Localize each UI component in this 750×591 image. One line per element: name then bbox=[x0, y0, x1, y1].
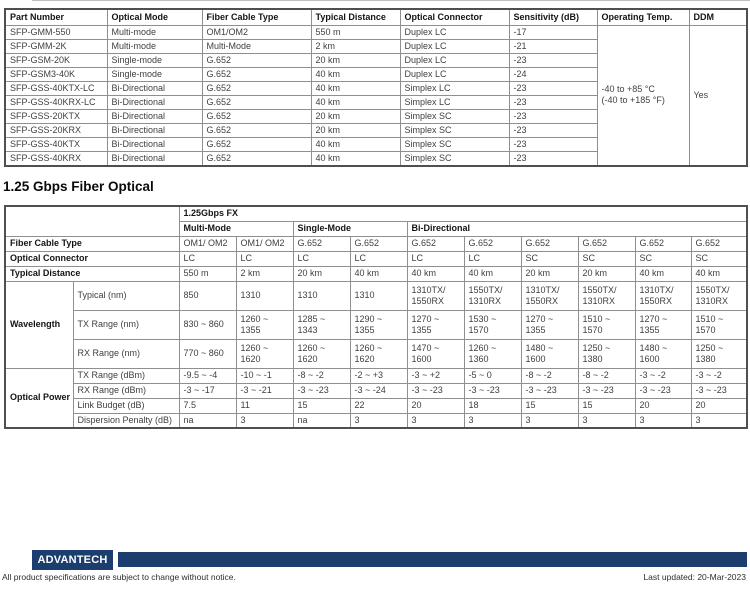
cell-optical-mode: Bi-Directional bbox=[107, 151, 202, 166]
power-rx-range-row bbox=[5, 383, 747, 398]
value-cell: -8 ~ -2 bbox=[521, 368, 578, 383]
value-cell: OM1/ OM2 bbox=[179, 236, 236, 251]
value-cell: -2 ~ +3 bbox=[350, 368, 407, 383]
cell-sensitivity: -23 bbox=[509, 53, 597, 67]
value-cell: -3 ~ -2 bbox=[635, 368, 691, 383]
sub-label-rx-range-dbm: RX Range (dBm) bbox=[73, 383, 179, 398]
cell-part-number: SFP-GSM3-40K bbox=[5, 67, 107, 81]
sfp-part-table-wrapper bbox=[4, 8, 748, 167]
value-cell: 15 bbox=[578, 398, 635, 413]
cell-optical-connector: Simplex SC bbox=[400, 123, 509, 137]
value-cell: 1260 ~ 1620 bbox=[236, 339, 293, 368]
value-cell: 1550TX/ 1310RX bbox=[691, 281, 747, 310]
value-cell: -3 ~ -23 bbox=[293, 383, 350, 398]
power-tx-range-row bbox=[5, 368, 747, 383]
cell-typical-distance: 20 km bbox=[311, 53, 400, 67]
value-cell: 1250 ~ 1380 bbox=[691, 339, 747, 368]
cell-sensitivity: -23 bbox=[509, 95, 597, 109]
table-title-row bbox=[5, 206, 747, 221]
value-cell: -3 ~ -23 bbox=[635, 383, 691, 398]
cell-part-number: SFP-GSM-20K bbox=[5, 53, 107, 67]
cell-optical-mode: Bi-Directional bbox=[107, 137, 202, 151]
value-cell: 1290 ~ 1355 bbox=[350, 310, 407, 339]
cell-fiber-cable-type: G.652 bbox=[202, 67, 311, 81]
value-cell: -3 ~ -24 bbox=[350, 383, 407, 398]
fiber-optical-table bbox=[4, 205, 748, 429]
sub-label-tx-range-nm: TX Range (nm) bbox=[73, 310, 179, 339]
value-cell: 1480 ~ 1600 bbox=[635, 339, 691, 368]
cell-typical-distance: 20 km bbox=[311, 123, 400, 137]
value-cell: 11 bbox=[236, 398, 293, 413]
power-link-budget-row bbox=[5, 398, 747, 413]
value-cell: 1270 ~ 1355 bbox=[407, 310, 464, 339]
value-cell: -8 ~ -2 bbox=[578, 368, 635, 383]
value-cell: na bbox=[179, 413, 236, 428]
value-cell: 1550TX/ 1310RX bbox=[578, 281, 635, 310]
cell-ddm: Yes bbox=[689, 25, 747, 166]
value-cell: 40 km bbox=[407, 266, 464, 281]
value-cell: 1310 bbox=[350, 281, 407, 310]
cell-fiber-cable-type: G.652 bbox=[202, 81, 311, 95]
value-cell: 1260 ~ 1355 bbox=[236, 310, 293, 339]
value-cell: 20 km bbox=[521, 266, 578, 281]
cell-optical-connector: Duplex LC bbox=[400, 39, 509, 53]
value-cell: 3 bbox=[521, 413, 578, 428]
cell-typical-distance: 2 km bbox=[311, 39, 400, 53]
value-cell: 3 bbox=[691, 413, 747, 428]
value-cell: 1310 bbox=[236, 281, 293, 310]
cell-fiber-cable-type: G.652 bbox=[202, 137, 311, 151]
cell-sensitivity: -17 bbox=[509, 25, 597, 39]
cell-optical-connector: Simplex SC bbox=[400, 137, 509, 151]
value-cell: G.652 bbox=[293, 236, 350, 251]
cell-part-number: SFP-GMM-550 bbox=[5, 25, 107, 39]
sub-label-rx-range-nm: RX Range (nm) bbox=[73, 339, 179, 368]
value-cell: 850 bbox=[179, 281, 236, 310]
value-cell: 1510 ~ 1570 bbox=[691, 310, 747, 339]
value-cell: 3 bbox=[236, 413, 293, 428]
cell-part-number: SFP-GSS-20KRX bbox=[5, 123, 107, 137]
value-cell: 2 km bbox=[236, 266, 293, 281]
value-cell: 40 km bbox=[464, 266, 521, 281]
value-cell: 1310TX/ 1550RX bbox=[521, 281, 578, 310]
value-cell: OM1/ OM2 bbox=[236, 236, 293, 251]
cell-sensitivity: -21 bbox=[509, 39, 597, 53]
value-cell: -10 ~ -1 bbox=[236, 368, 293, 383]
power-dispersion-penalty-row bbox=[5, 413, 747, 428]
cell-optical-mode: Bi-Directional bbox=[107, 95, 202, 109]
row-label-optical-connector: Optical Connector bbox=[5, 251, 179, 266]
cell-sensitivity: -23 bbox=[509, 137, 597, 151]
value-cell: 3 bbox=[464, 413, 521, 428]
value-cell: G.652 bbox=[578, 236, 635, 251]
value-cell: G.652 bbox=[350, 236, 407, 251]
value-cell: 1310 bbox=[293, 281, 350, 310]
cell-sensitivity: -23 bbox=[509, 109, 597, 123]
value-cell: 3 bbox=[635, 413, 691, 428]
typical-distance-row bbox=[5, 266, 747, 281]
value-cell: 20 bbox=[635, 398, 691, 413]
value-cell: 20 km bbox=[293, 266, 350, 281]
cell-fiber-cable-type: G.652 bbox=[202, 53, 311, 67]
value-cell: 1260 ~ 1620 bbox=[293, 339, 350, 368]
col-header-ddm: DDM bbox=[689, 9, 747, 25]
cell-optical-connector: Simplex SC bbox=[400, 109, 509, 123]
col-header-operating-temp: Operating Temp. bbox=[597, 9, 689, 25]
operating-temp-line2: (-40 to +185 °F) bbox=[601, 95, 665, 105]
col-header-fiber-cable-type: Fiber Cable Type bbox=[202, 9, 311, 25]
col-header-optical-connector: Optical Connector bbox=[400, 9, 509, 25]
value-cell: SC bbox=[635, 251, 691, 266]
cell-optical-connector: Simplex SC bbox=[400, 151, 509, 166]
optical-connector-row bbox=[5, 251, 747, 266]
value-cell: -3 ~ -23 bbox=[578, 383, 635, 398]
value-cell: -3 ~ -23 bbox=[464, 383, 521, 398]
cell-optical-mode: Multi-mode bbox=[107, 25, 202, 39]
value-cell: G.652 bbox=[464, 236, 521, 251]
value-cell: 20 bbox=[407, 398, 464, 413]
value-cell: LC bbox=[350, 251, 407, 266]
cell-optical-connector: Duplex LC bbox=[400, 67, 509, 81]
cell-typical-distance: 550 m bbox=[311, 25, 400, 39]
value-cell: 3 bbox=[578, 413, 635, 428]
cell-typical-distance: 40 km bbox=[311, 151, 400, 166]
value-cell: -3 ~ +2 bbox=[407, 368, 464, 383]
value-cell: 1470 ~ 1600 bbox=[407, 339, 464, 368]
col-header-sensitivity: Sensitivity (dB) bbox=[509, 9, 597, 25]
sub-label-tx-range-dbm: TX Range (dBm) bbox=[73, 368, 179, 383]
value-cell: LC bbox=[464, 251, 521, 266]
value-cell: -3 ~ -23 bbox=[407, 383, 464, 398]
cell-part-number: SFP-GSS-40KTX bbox=[5, 137, 107, 151]
value-cell: 20 km bbox=[578, 266, 635, 281]
operating-temp-line1: -40 to +85 °C bbox=[601, 84, 655, 94]
cell-part-number: SFP-GMM-2K bbox=[5, 39, 107, 53]
footer-last-updated: Last updated: 20-Mar-2023 bbox=[643, 572, 746, 582]
value-cell: 1250 ~ 1380 bbox=[578, 339, 635, 368]
value-cell: G.652 bbox=[407, 236, 464, 251]
cell-optical-connector: Duplex LC bbox=[400, 25, 509, 39]
cell-typical-distance: 40 km bbox=[311, 95, 400, 109]
cell-part-number: SFP-GSS-40KTX-LC bbox=[5, 81, 107, 95]
value-cell: 1270 ~ 1355 bbox=[635, 310, 691, 339]
value-cell: na bbox=[293, 413, 350, 428]
value-cell: -3 ~ -21 bbox=[236, 383, 293, 398]
cell-sensitivity: -23 bbox=[509, 151, 597, 166]
value-cell: -3 ~ -2 bbox=[691, 368, 747, 383]
value-cell: -3 ~ -17 bbox=[179, 383, 236, 398]
cell-fiber-cable-type: G.652 bbox=[202, 109, 311, 123]
cell-fiber-cable-type: G.652 bbox=[202, 95, 311, 109]
wavelength-typical-row bbox=[5, 281, 747, 310]
value-cell: -5 ~ 0 bbox=[464, 368, 521, 383]
sub-label-link-budget: Link Budget (dB) bbox=[73, 398, 179, 413]
value-cell: 1285 ~ 1343 bbox=[293, 310, 350, 339]
col-header-typical-distance: Typical Distance bbox=[311, 9, 400, 25]
value-cell: 1260 ~ 1620 bbox=[350, 339, 407, 368]
cell-sensitivity: -23 bbox=[509, 123, 597, 137]
value-cell: 1270 ~ 1355 bbox=[521, 310, 578, 339]
fiber-cable-type-row bbox=[5, 236, 747, 251]
value-cell: SC bbox=[578, 251, 635, 266]
footer-disclaimer: All product specifications are subject to change without notice. bbox=[2, 572, 236, 582]
cell-optical-mode: Bi-Directional bbox=[107, 109, 202, 123]
wavelength-rx-range-row bbox=[5, 339, 747, 368]
cell-typical-distance: 20 km bbox=[311, 109, 400, 123]
section-title: 1.25 Gbps Fiber Optical bbox=[3, 179, 154, 194]
value-cell: -8 ~ -2 bbox=[293, 368, 350, 383]
mode-header-multi-mode: Multi-Mode bbox=[179, 221, 293, 236]
cell-optical-mode: Single-mode bbox=[107, 67, 202, 81]
value-cell: LC bbox=[236, 251, 293, 266]
value-cell: 550 m bbox=[179, 266, 236, 281]
cell-fiber-cable-type: Multi-Mode bbox=[202, 39, 311, 53]
fiber-optical-table-wrapper bbox=[4, 205, 748, 429]
cell-optical-connector: Simplex LC bbox=[400, 95, 509, 109]
cell-typical-distance: 40 km bbox=[311, 67, 400, 81]
cell-part-number: SFP-GSS-40KRX bbox=[5, 151, 107, 166]
value-cell: G.652 bbox=[635, 236, 691, 251]
sfp-part-table bbox=[4, 8, 748, 167]
value-cell: 3 bbox=[350, 413, 407, 428]
cell-part-number: SFP-GSS-40KRX-LC bbox=[5, 95, 107, 109]
row-label-typical-distance: Typical Distance bbox=[5, 266, 179, 281]
value-cell: 830 ~ 860 bbox=[179, 310, 236, 339]
value-cell: 770 ~ 860 bbox=[179, 339, 236, 368]
value-cell: LC bbox=[179, 251, 236, 266]
cell-typical-distance: 40 km bbox=[311, 81, 400, 95]
table-row bbox=[5, 25, 747, 39]
cell-fiber-cable-type: G.652 bbox=[202, 151, 311, 166]
value-cell: 40 km bbox=[635, 266, 691, 281]
value-cell: -3 ~ -23 bbox=[521, 383, 578, 398]
value-cell: 40 km bbox=[691, 266, 747, 281]
advantech-logo: ADVANTECH bbox=[32, 550, 113, 570]
cell-fiber-cable-type: OM1/OM2 bbox=[202, 25, 311, 39]
cell-typical-distance: 40 km bbox=[311, 137, 400, 151]
mode-header-bi-directional: Bi-Directional bbox=[407, 221, 747, 236]
value-cell: 1530 ~ 1570 bbox=[464, 310, 521, 339]
group-label-wavelength: Wavelength bbox=[5, 281, 73, 368]
cell-operating-temp bbox=[597, 25, 689, 166]
value-cell: 3 bbox=[407, 413, 464, 428]
cell-sensitivity: -23 bbox=[509, 81, 597, 95]
cell-optical-connector: Simplex LC bbox=[400, 81, 509, 95]
sub-label-dispersion-penalty: Dispersion Penalty (dB) bbox=[73, 413, 179, 428]
blank-corner-cell bbox=[5, 206, 179, 236]
value-cell: 7.5 bbox=[179, 398, 236, 413]
value-cell: LC bbox=[293, 251, 350, 266]
value-cell: SC bbox=[691, 251, 747, 266]
value-cell: 15 bbox=[293, 398, 350, 413]
value-cell: -3 ~ -23 bbox=[691, 383, 747, 398]
sub-label-typical-nm: Typical (nm) bbox=[73, 281, 179, 310]
value-cell: 1310TX/ 1550RX bbox=[407, 281, 464, 310]
value-cell: 22 bbox=[350, 398, 407, 413]
cell-fiber-cable-type: G.652 bbox=[202, 123, 311, 137]
cell-optical-mode: Bi-Directional bbox=[107, 81, 202, 95]
value-cell: -9.5 ~ -4 bbox=[179, 368, 236, 383]
value-cell: 1510 ~ 1570 bbox=[578, 310, 635, 339]
value-cell: 1480 ~ 1600 bbox=[521, 339, 578, 368]
row-label-fiber-cable-type: Fiber Cable Type bbox=[5, 236, 179, 251]
table-header-row bbox=[5, 9, 747, 25]
wavelength-tx-range-row bbox=[5, 310, 747, 339]
cell-optical-mode: Single-mode bbox=[107, 53, 202, 67]
value-cell: LC bbox=[407, 251, 464, 266]
value-cell: 40 km bbox=[350, 266, 407, 281]
cell-part-number: SFP-GSS-20KTX bbox=[5, 109, 107, 123]
footer-brand-bar bbox=[118, 552, 747, 567]
table-group-title: 1.25Gbps FX bbox=[179, 206, 747, 221]
col-header-optical-mode: Optical Mode bbox=[107, 9, 202, 25]
value-cell: G.652 bbox=[521, 236, 578, 251]
value-cell: SC bbox=[521, 251, 578, 266]
value-cell: 15 bbox=[521, 398, 578, 413]
value-cell: G.652 bbox=[691, 236, 747, 251]
cell-optical-connector: Duplex LC bbox=[400, 53, 509, 67]
cell-optical-mode: Bi-Directional bbox=[107, 123, 202, 137]
value-cell: 1310TX/ 1550RX bbox=[635, 281, 691, 310]
group-label-optical-power: Optical Power bbox=[5, 368, 73, 428]
value-cell: 1550TX/ 1310RX bbox=[464, 281, 521, 310]
value-cell: 1260 ~ 1360 bbox=[464, 339, 521, 368]
cell-optical-mode: Multi-mode bbox=[107, 39, 202, 53]
col-header-part-number: Part Number bbox=[5, 9, 107, 25]
value-cell: 20 bbox=[691, 398, 747, 413]
top-divider-line bbox=[32, 0, 750, 1]
mode-header-single-mode: Single-Mode bbox=[293, 221, 407, 236]
value-cell: 18 bbox=[464, 398, 521, 413]
cell-sensitivity: -24 bbox=[509, 67, 597, 81]
